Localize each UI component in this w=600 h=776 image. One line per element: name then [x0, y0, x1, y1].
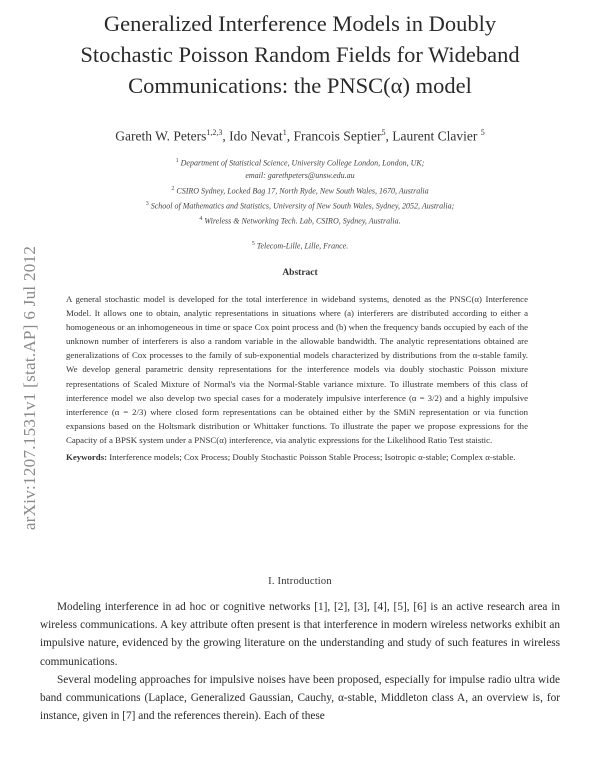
- affil-mark: 4: [199, 215, 203, 222]
- affiliation-spacer: [80, 228, 520, 238]
- affiliations: [80, 155, 520, 253]
- abstract: [66, 292, 528, 464]
- title-line-1: Generalized Interference Models in Doubly: [103, 11, 497, 36]
- section-heading: I. Introduction: [268, 576, 332, 587]
- affiliation-1: [80, 155, 520, 170]
- abstract-heading: Abstract: [282, 268, 318, 278]
- author-name: Laurent Clavier: [392, 128, 478, 144]
- author-email: email: garethpeters@unsw.edu.au: [245, 171, 355, 181]
- keywords: [66, 450, 528, 464]
- affil-text: CSIRO Sydney, Locked Bag 17, North Ryde, New South Wales, 1670, Australia: [176, 186, 429, 196]
- author-affil-mark: 1,2,3: [206, 128, 223, 137]
- arxiv-stamp: arXiv:1207.1531v1 [stat.AP] 6 Jul 2012: [20, 245, 39, 531]
- abstract-text: A general stochastic model is developed for the total interference in wideband systems, denoted as the PNSC(α) Interference Model. It allows one to obtain, analytic representations in situations where (a) interferers are distributed according to either a homogeneous or an inhomogeneous in time or space Cox point process and (b) when the frequency bands occupied by each of the unknown number of interferers is also a random variable in the allowable bandwidth. The analytic representations obtained are generalizations of Cox processes to the family of sub-exponential models characterized by distributions from the α-stable family. We develop general parametric density representations for the interference models via doubly stochastic Poisson mixture representations of Scaled Mixture of Normal's via the Normal-Stable variance mixture. To illustrate members of this class of interference model we also develop two special cases for a moderately impulsive interference (α = 3/2) and a highly impulsive interference (α = 2/3) where closed form representations can be obtained either by the SMiN representation or via function expansions based on the Holtsmark distribution or Whittaker functions. To illustrate the paper we propose expressions for the Capacity of a BPSK system under a PNSC(α) interference, via analytic expressions for the Likelihood Ratio Test staistic.: [66, 294, 528, 445]
- author-name: Ido Nevat: [229, 128, 283, 144]
- author-name: Francois Septier: [293, 128, 382, 144]
- author-affil-mark: 1: [282, 128, 287, 137]
- keywords-label: Keywords:: [66, 452, 108, 463]
- keywords-text: Interference models; Cox Process; Doubly Stochastic Poisson Stable Process; Isotropic α-stable; Complex α-stable.: [109, 452, 516, 463]
- author-affil-mark: 5: [480, 128, 485, 137]
- affil-mark: 1: [175, 158, 179, 164]
- affiliation-3: [80, 198, 520, 213]
- author-list: Gareth W. Peters$^{1,2,3}$, Ido Nevat$^1$, Francois Septier$^5$, Laurent Clavier $^5$: [115, 128, 485, 144]
- author-name: Gareth W. Peters: [115, 128, 207, 144]
- affil-mark: 5: [251, 241, 255, 248]
- affil-text: Wireless & Networking Tech. Lab, CSIRO, Sydney, Australia.: [204, 216, 401, 226]
- intro-paragraph-1: Modeling interference in ad hoc or cognitive networks [1], [2], [3], [4], [5], [6] is an active research area in wireless communications. A key attribute often present is that interference in modern wireless networks exhibit an impulsive nature, evidenced by the growing literature on the understanding and study of such features in wireless communications.: [40, 601, 560, 668]
- title-line-2: Stochastic Poisson Random Fields for Wideband: [80, 42, 520, 67]
- affil-text: School of Mathematics and Statistics, University of New South Wales, Sydney, 2052, Australia;: [150, 201, 455, 211]
- affiliation-2: [80, 183, 520, 198]
- affiliation-4: [80, 213, 520, 228]
- title-line-3: Communications: the PNSC(α) model: [128, 73, 472, 98]
- affil-mark: 2: [171, 185, 175, 192]
- paper-title: [40, 8, 560, 101]
- affil-text: Department of Statistical Science, University College London, London, UK;: [180, 158, 425, 168]
- intro-paragraph-2: Several modeling approaches for impulsive noises have been proposed, especially for impulse radio ultra wide band communications (Laplace, Generalized Gaussian, Cauchy, α-stable, Middleton class A, an overview is, for instance, given in [7] and the references therein). Each of these: [40, 673, 560, 723]
- affiliation-5: [80, 238, 520, 253]
- author-affil-mark: 5: [381, 128, 386, 137]
- intro-body: [40, 598, 560, 725]
- affil-text: Telecom-Lille, Lille, France.: [256, 241, 349, 251]
- affil-mark: 3: [145, 200, 149, 207]
